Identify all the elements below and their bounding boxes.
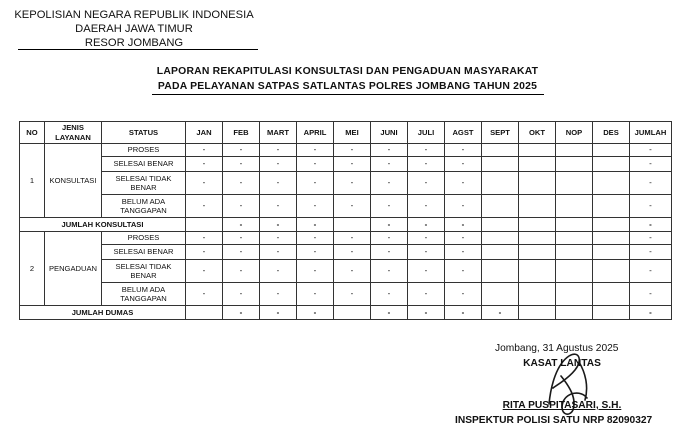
month-cell: -: [260, 232, 297, 245]
month-cell: -: [186, 245, 223, 260]
sum-month-cell: [482, 218, 519, 232]
header-month: SEPT: [482, 122, 519, 144]
month-cell: -: [408, 157, 445, 172]
month-cell: [519, 157, 556, 172]
month-cell: [556, 157, 593, 172]
month-cell: [482, 172, 519, 195]
row-total-cell: -: [630, 260, 672, 283]
status-label: BELUM ADA TANGGAPAN: [102, 283, 186, 306]
sum-month-cell: -: [371, 306, 408, 320]
header-month: MEI: [334, 122, 371, 144]
sum-month-cell: -: [445, 306, 482, 320]
month-cell: -: [408, 144, 445, 157]
month-cell: [593, 157, 630, 172]
status-label: PROSES: [102, 144, 186, 157]
month-cell: -: [408, 195, 445, 218]
header-month: JAN: [186, 122, 223, 144]
month-cell: -: [260, 172, 297, 195]
month-cell: [519, 144, 556, 157]
month-cell: -: [186, 172, 223, 195]
sum-month-cell: -: [408, 306, 445, 320]
month-cell: -: [334, 245, 371, 260]
month-cell: -: [445, 144, 482, 157]
sum-month-cell: [556, 306, 593, 320]
sum-total-cell: -: [630, 218, 672, 232]
month-cell: [482, 232, 519, 245]
sum-month-cell: [334, 306, 371, 320]
month-cell: [556, 172, 593, 195]
month-cell: -: [186, 157, 223, 172]
header-month: NOP: [556, 122, 593, 144]
month-cell: -: [334, 283, 371, 306]
table-row: [20, 144, 672, 157]
sum-month-cell: [186, 306, 223, 320]
signature-role: KASAT LANTAS: [523, 358, 601, 369]
letterhead-underline: [18, 49, 258, 50]
letterhead-line-2: DAERAH JAWA TIMUR: [75, 23, 193, 35]
month-cell: -: [334, 172, 371, 195]
month-cell: -: [297, 232, 334, 245]
signature-rank: INSPEKTUR POLISI SATU NRP 82090327: [455, 415, 653, 426]
month-cell: [519, 232, 556, 245]
month-cell: -: [408, 260, 445, 283]
row-total-cell: -: [630, 144, 672, 157]
sum-month-cell: [519, 306, 556, 320]
header-month: FEB: [223, 122, 260, 144]
header-jenis-layanan: JENIS LAYANAN: [45, 122, 102, 144]
sum-month-cell: -: [482, 306, 519, 320]
sum-month-cell: [556, 218, 593, 232]
month-cell: -: [408, 245, 445, 260]
month-cell: -: [223, 260, 260, 283]
month-cell: -: [260, 195, 297, 218]
month-cell: [593, 245, 630, 260]
report-title-line-2: PADA PELAYANAN SATPAS SATLANTAS POLRES JOMBANG TAHUN 2025: [157, 81, 538, 92]
month-cell: [519, 283, 556, 306]
month-cell: -: [223, 245, 260, 260]
month-cell: -: [186, 232, 223, 245]
sum-row: [20, 218, 672, 232]
sum-month-cell: -: [408, 218, 445, 232]
month-cell: -: [260, 157, 297, 172]
sum-month-cell: [334, 218, 371, 232]
month-cell: -: [371, 245, 408, 260]
month-cell: -: [371, 260, 408, 283]
signature-place-date: Jombang, 31 Agustus 2025: [495, 343, 619, 354]
service-type: PENGADUAN: [45, 232, 102, 306]
month-cell: -: [371, 172, 408, 195]
report-title-line-1: LAPORAN REKAPITULASI KONSULTASI DAN PENGADUAN MASYARAKAT: [156, 66, 539, 77]
month-cell: [482, 157, 519, 172]
header-total: JUMLAH: [630, 122, 672, 144]
row-number: 2: [20, 232, 45, 306]
table-row: [20, 232, 672, 245]
letterhead-line-3: RESOR JOMBANG: [84, 37, 184, 49]
month-cell: -: [445, 157, 482, 172]
month-cell: -: [445, 260, 482, 283]
month-cell: -: [334, 232, 371, 245]
month-cell: -: [186, 144, 223, 157]
month-cell: -: [260, 260, 297, 283]
month-cell: -: [297, 260, 334, 283]
month-cell: -: [371, 195, 408, 218]
header-month: APRIL: [297, 122, 334, 144]
sum-month-cell: [186, 218, 223, 232]
status-label: SELESAI TIDAK BENAR: [102, 172, 186, 195]
month-cell: -: [408, 232, 445, 245]
month-cell: [482, 260, 519, 283]
letterhead-line-1: KEPOLISIAN NEGARA REPUBLIK INDONESIA: [14, 9, 254, 21]
month-cell: -: [334, 195, 371, 218]
table-row: [20, 172, 672, 195]
month-cell: -: [334, 260, 371, 283]
status-label: BELUM ADA TANGGAPAN: [102, 195, 186, 218]
header-month: DES: [593, 122, 630, 144]
header-month: OKT: [519, 122, 556, 144]
table-row: [20, 260, 672, 283]
month-cell: [556, 195, 593, 218]
month-cell: -: [297, 157, 334, 172]
month-cell: -: [260, 245, 297, 260]
month-cell: [593, 172, 630, 195]
recap-table: [19, 121, 672, 320]
month-cell: -: [334, 157, 371, 172]
header-status: STATUS: [102, 122, 186, 144]
sum-month-cell: -: [445, 218, 482, 232]
month-cell: -: [408, 283, 445, 306]
month-cell: -: [371, 144, 408, 157]
month-cell: -: [186, 260, 223, 283]
row-total-cell: -: [630, 172, 672, 195]
row-total-cell: -: [630, 195, 672, 218]
month-cell: [593, 260, 630, 283]
month-cell: [556, 144, 593, 157]
month-cell: -: [297, 172, 334, 195]
month-cell: [593, 283, 630, 306]
month-cell: -: [186, 283, 223, 306]
month-cell: -: [445, 245, 482, 260]
sum-month-cell: -: [297, 306, 334, 320]
month-cell: [482, 195, 519, 218]
sum-month-cell: -: [260, 218, 297, 232]
month-cell: -: [297, 144, 334, 157]
month-cell: -: [223, 172, 260, 195]
header-no: NO: [20, 122, 45, 144]
month-cell: -: [223, 195, 260, 218]
month-cell: [556, 245, 593, 260]
sum-month-cell: -: [223, 306, 260, 320]
status-label: SELESAI BENAR: [102, 245, 186, 260]
month-cell: [482, 245, 519, 260]
header-month: JUNI: [371, 122, 408, 144]
month-cell: -: [408, 172, 445, 195]
month-cell: [556, 283, 593, 306]
row-number: 1: [20, 144, 45, 218]
month-cell: [593, 195, 630, 218]
header-month: MART: [260, 122, 297, 144]
month-cell: [593, 232, 630, 245]
table-header-row: [20, 122, 672, 144]
sum-month-cell: [593, 306, 630, 320]
sum-month-cell: [519, 218, 556, 232]
month-cell: -: [223, 157, 260, 172]
sum-month-cell: -: [260, 306, 297, 320]
table-row: [20, 245, 672, 260]
sum-total-cell: -: [630, 306, 672, 320]
sum-month-cell: -: [223, 218, 260, 232]
sum-month-cell: -: [297, 218, 334, 232]
month-cell: [519, 172, 556, 195]
month-cell: -: [223, 144, 260, 157]
month-cell: -: [186, 195, 223, 218]
status-label: PROSES: [102, 232, 186, 245]
service-type: KONSULTASI: [45, 144, 102, 218]
month-cell: -: [445, 195, 482, 218]
month-cell: -: [445, 283, 482, 306]
letterhead: [0, 8, 268, 50]
month-cell: -: [371, 283, 408, 306]
sum-month-cell: [593, 218, 630, 232]
month-cell: -: [334, 144, 371, 157]
sum-row: [20, 306, 672, 320]
month-cell: [519, 245, 556, 260]
header-month: JULI: [408, 122, 445, 144]
month-cell: -: [223, 232, 260, 245]
row-total-cell: -: [630, 245, 672, 260]
month-cell: -: [223, 283, 260, 306]
month-cell: -: [297, 195, 334, 218]
header-month: AGST: [445, 122, 482, 144]
title-underline: [152, 94, 544, 95]
table-row: [20, 157, 672, 172]
sum-label: JUMLAH DUMAS: [20, 306, 186, 320]
month-cell: [482, 144, 519, 157]
month-cell: -: [260, 144, 297, 157]
row-total-cell: -: [630, 232, 672, 245]
status-label: SELESAI BENAR: [102, 157, 186, 172]
month-cell: [593, 144, 630, 157]
month-cell: -: [445, 172, 482, 195]
month-cell: [519, 260, 556, 283]
signature-name: RITA PUSPITASARI, S.H.: [502, 400, 622, 411]
table-row: [20, 195, 672, 218]
month-cell: -: [371, 232, 408, 245]
month-cell: [556, 260, 593, 283]
month-cell: [519, 195, 556, 218]
month-cell: [482, 283, 519, 306]
table-row: [20, 283, 672, 306]
status-label: SELESAI TIDAK BENAR: [102, 260, 186, 283]
month-cell: -: [297, 245, 334, 260]
row-total-cell: -: [630, 283, 672, 306]
month-cell: -: [445, 232, 482, 245]
month-cell: -: [297, 283, 334, 306]
month-cell: [556, 232, 593, 245]
month-cell: -: [260, 283, 297, 306]
sum-label: JUMLAH KONSULTASI: [20, 218, 186, 232]
row-total-cell: -: [630, 157, 672, 172]
month-cell: -: [371, 157, 408, 172]
sum-month-cell: -: [371, 218, 408, 232]
